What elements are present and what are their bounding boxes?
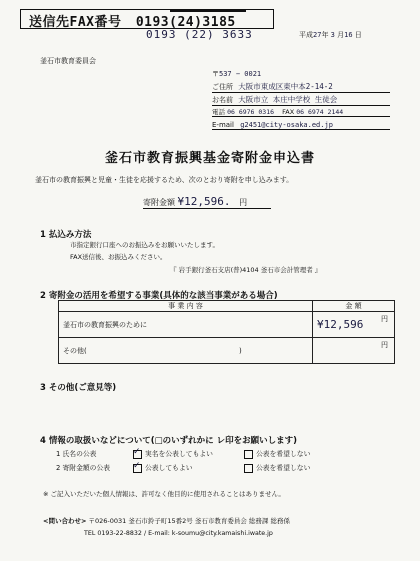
project-column-header: 事 業 内 容 xyxy=(59,301,313,312)
recipient: 釜石市教育委員会 xyxy=(40,57,96,65)
amount-disclosure-yes-checkbox[interactable] xyxy=(133,464,142,473)
address-row xyxy=(212,81,390,93)
name-disclosure-option-no[interactable] xyxy=(244,448,310,459)
amount-column-header: 金 額 xyxy=(313,301,395,312)
contact-tel-email: TEL 0193-22-8832 / E-mail: k-soumu@city.kamaishi.iwate.jp xyxy=(84,530,273,537)
section2-heading: 2 寄附金の活用を希望する事業(具体的な該当事業がある場合) xyxy=(40,291,278,301)
name-row xyxy=(212,94,390,106)
date-era: 平成 xyxy=(299,31,313,39)
postal-code xyxy=(212,69,261,79)
fax-number-box xyxy=(20,9,274,29)
project-row-education-label: 釜石市の教育振興のために xyxy=(63,320,147,329)
contact-address-row xyxy=(43,516,290,525)
applicant-fax-label: FAX xyxy=(282,108,295,116)
project-row-education xyxy=(59,312,313,338)
amount-disclosure-yes-label: 公表してもよい xyxy=(145,464,193,472)
section1-heading: 1 払込み方法 xyxy=(40,230,92,240)
name-disclosure-no-label: 公表を希望しない xyxy=(256,450,311,458)
name-disclosure-yes-label: 実名を公表してもよい xyxy=(145,450,213,458)
date-year: 27 xyxy=(313,31,322,39)
project-row-other-label: その他( xyxy=(63,346,87,355)
bank-account: 『 岩手銀行釜石支店(普)4104 釜石市会計管理者 』 xyxy=(170,266,322,274)
date-day-suffix: 日 xyxy=(354,31,362,39)
project-row-education-amount-value: ¥12,596 xyxy=(317,318,364,331)
donation-amount xyxy=(143,195,271,209)
name-disclosure-option-yes[interactable] xyxy=(133,448,213,459)
amount-disclosure-no-checkbox[interactable] xyxy=(244,464,253,473)
date-month-suffix: 月 xyxy=(337,31,345,39)
name-disclosure-no-checkbox[interactable] xyxy=(244,450,253,459)
date-year-suffix: 年 xyxy=(321,31,329,39)
postal-code-value: 537 − 0021 xyxy=(219,70,262,78)
date-month: 3 xyxy=(330,31,335,39)
name-disclosure-row xyxy=(56,448,96,458)
email-label: E-mail xyxy=(212,121,234,129)
address-value: 大阪市東成区東中本2-14-2 xyxy=(238,82,333,91)
project-row-other-close: ) xyxy=(238,346,242,355)
contact-address: 〒026-0031 釜石市鈴子町15番2号 釜石市教育委員会 総務課 総務係 xyxy=(88,517,290,525)
phone-row xyxy=(212,107,390,117)
project-row-other xyxy=(59,338,313,364)
email-value: g2451@city-osaka.ed.jp xyxy=(240,121,333,129)
donation-unit: 円 xyxy=(239,198,248,207)
document-title: 釜石市教育振興基金寄附金申込書 xyxy=(104,151,315,166)
name-value: 大阪市立 本庄中学校 生徒会 xyxy=(238,95,338,104)
fax-printed-number: 0193(24)3185 xyxy=(135,15,236,30)
amount-disclosure-label: 2 寄附金額の公表 xyxy=(56,464,111,472)
fax-number-strikethrough xyxy=(170,10,246,12)
phone-value: 06 6976 0316 xyxy=(227,108,275,116)
email-row xyxy=(212,121,390,130)
contact-label: <問い合わせ> xyxy=(43,517,87,525)
privacy-note: ※ ご記入いただいた個人情報は、許可なく他目的に使用されることはありません。 xyxy=(43,490,285,498)
donation-amount-value: ¥12,596. xyxy=(177,195,231,208)
date-day: 16 xyxy=(344,31,353,39)
phone-label: 電話 xyxy=(212,108,225,116)
amount-disclosure-option-yes[interactable] xyxy=(133,462,193,473)
project-table xyxy=(58,300,395,364)
section4-heading: 4 情報の取扱いなどについて(□のいずれかに レ印をお願いします) xyxy=(40,436,297,446)
applicant-fax-value: 06 6974 2144 xyxy=(296,108,344,116)
project-row-education-unit: 円 xyxy=(381,315,388,323)
fax-handwritten-number: 0193 (22) 3633 xyxy=(146,28,253,41)
amount-disclosure-no-label: 公表を希望しない xyxy=(256,464,311,472)
amount-disclosure-option-no[interactable] xyxy=(244,462,310,473)
fax-label: 送信先FAX番号 xyxy=(29,15,122,30)
project-row-education-amount xyxy=(313,312,395,338)
section1-line1: 市指定銀行口座へのお振込みをお願いいたします。 xyxy=(70,241,219,249)
project-row-other-unit: 円 xyxy=(381,341,388,349)
section1-line2: FAX送信後、お振込みください。 xyxy=(70,253,167,261)
name-disclosure-yes-checkbox[interactable] xyxy=(133,450,142,459)
amount-disclosure-row xyxy=(56,462,110,472)
address-label: ご住所 xyxy=(212,83,233,91)
donation-label: 寄附金額 xyxy=(143,198,175,207)
intro-text: 釜石市の教育振興と児童・生徒を応援するため、次のとおり寄附を申し込みます。 xyxy=(35,176,294,184)
postal-mark: 〒 xyxy=(212,70,219,78)
name-disclosure-label: 1 氏名の公表 xyxy=(56,450,97,458)
section3-heading: 3 その他(ご意見等) xyxy=(40,383,117,393)
name-label: お名前 xyxy=(212,96,233,104)
project-row-other-amount xyxy=(313,338,395,364)
document-date xyxy=(299,30,362,40)
